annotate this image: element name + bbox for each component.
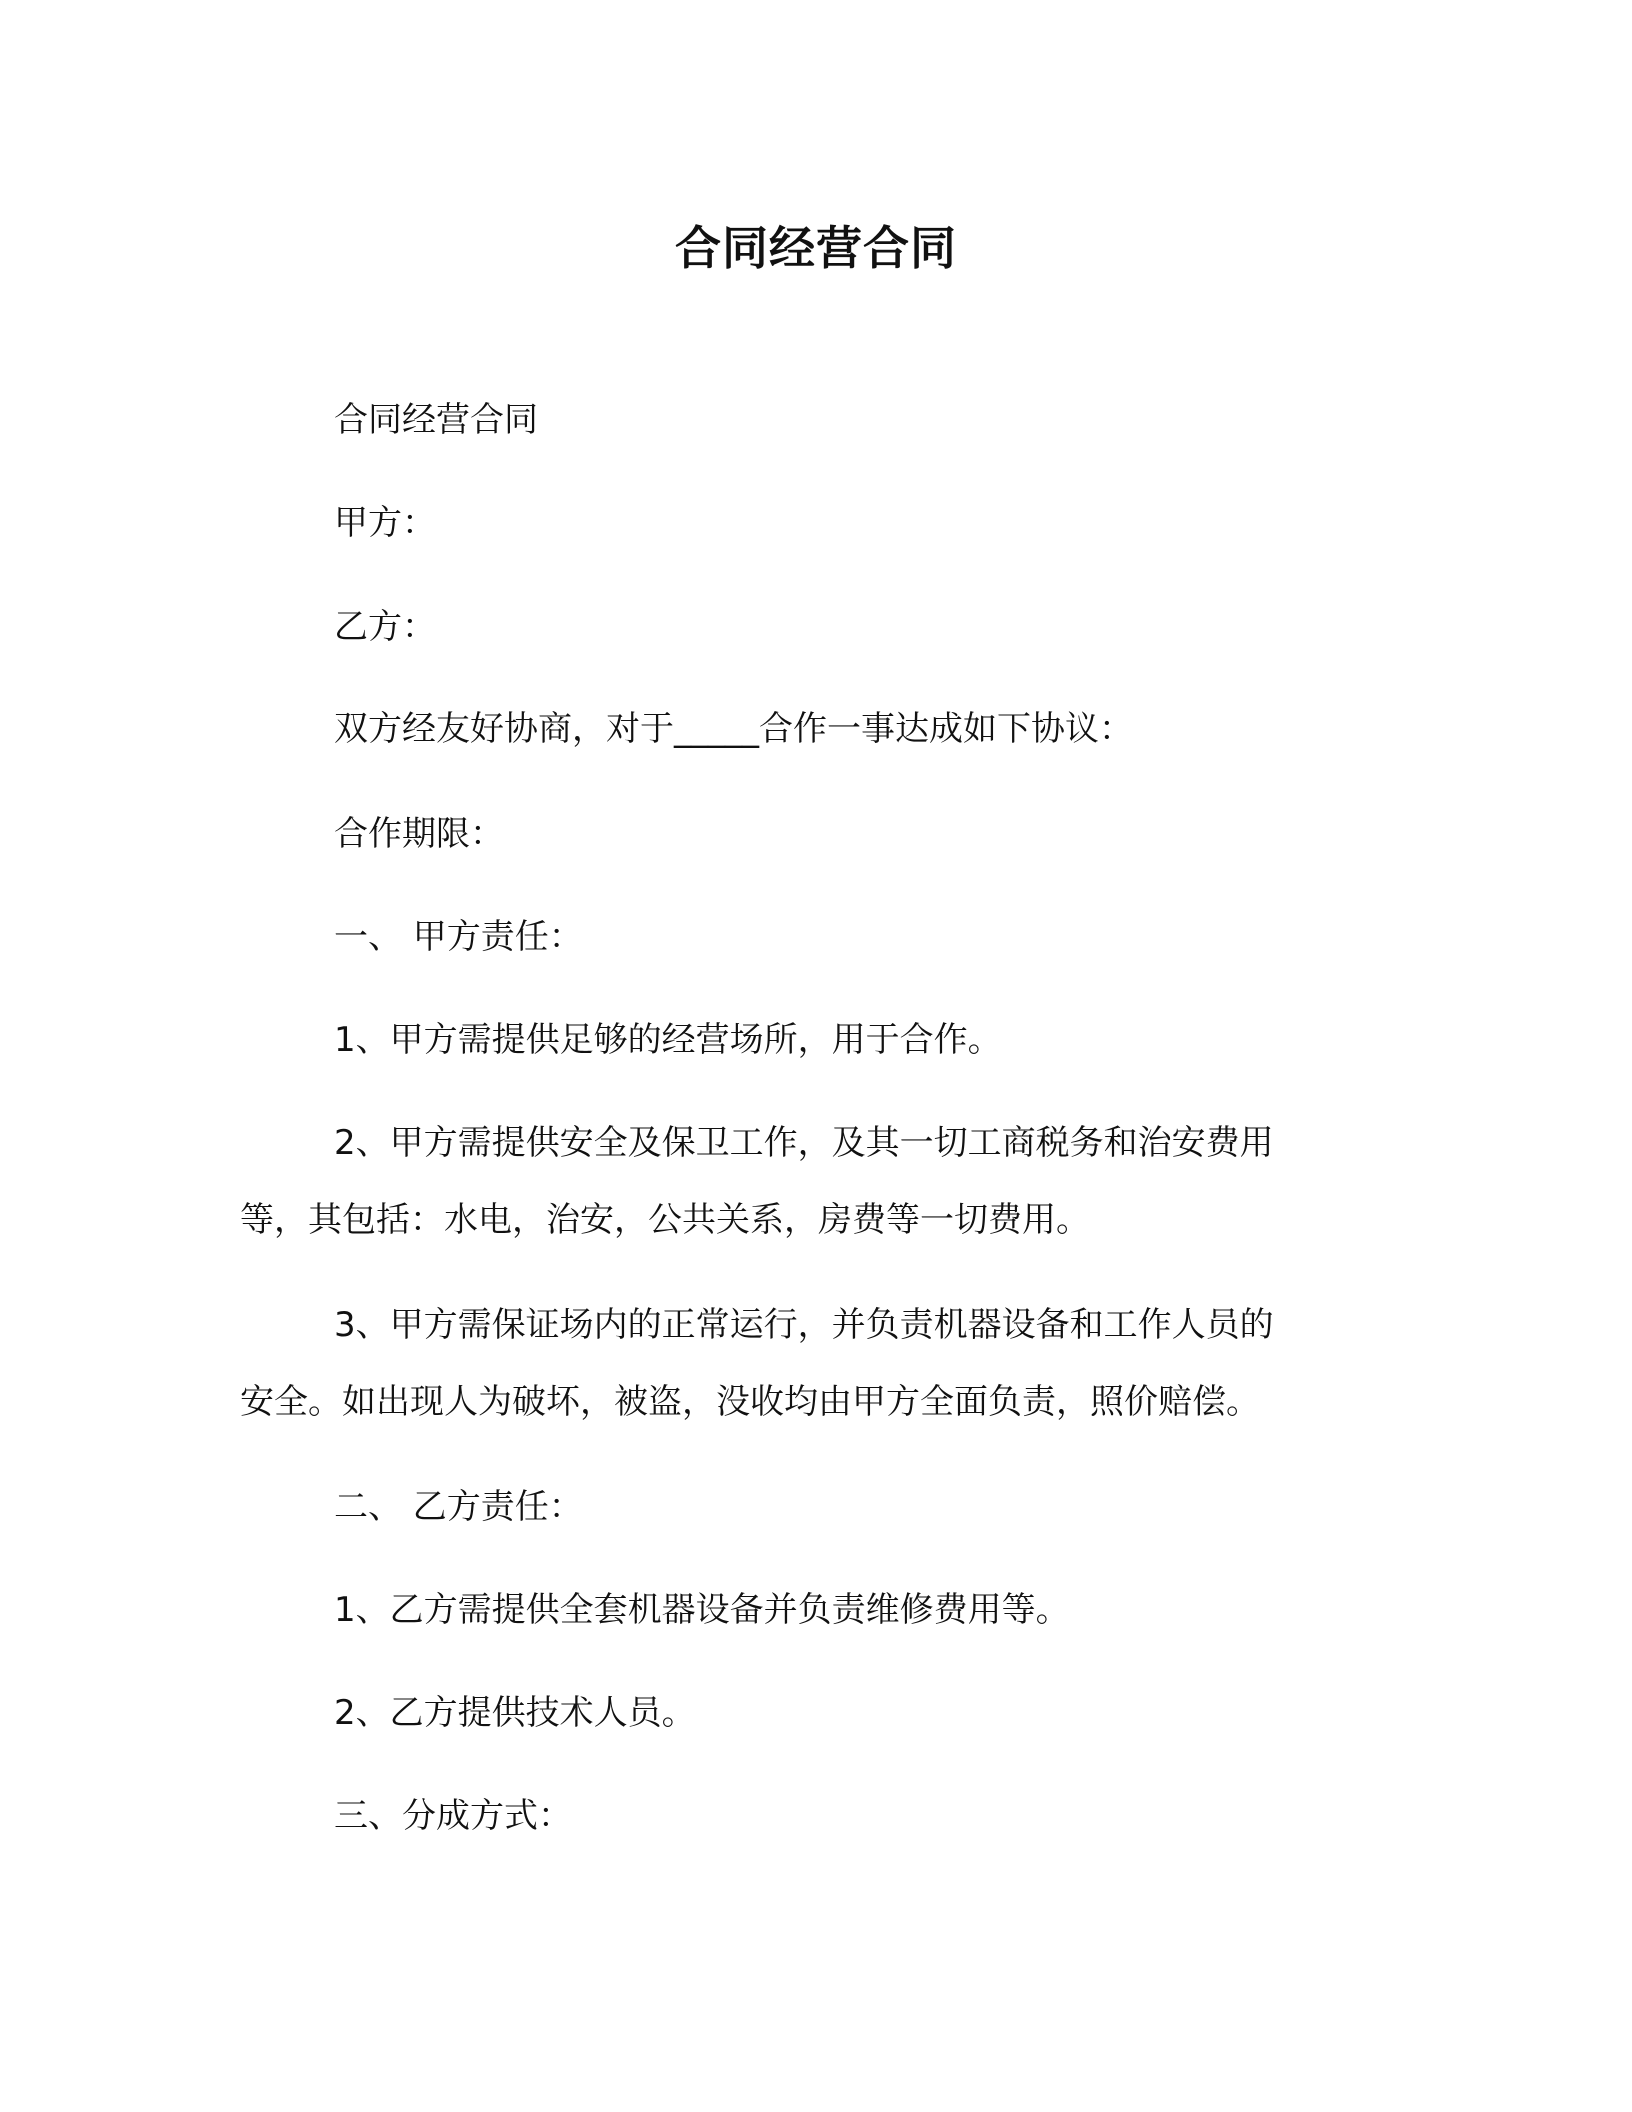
party-b-clause-2: 2、乙方提供技术人员。 — [334, 1693, 696, 1733]
party-a-clause-3-line-1: 3、甲方需保证场内的正常运行，并负责机器设备和工作人员的 — [334, 1305, 1274, 1345]
party-a-label: 甲方： — [334, 503, 436, 543]
party-a-clause-3-line-2: 安全。如出现人为破坏，被盗，没收均由甲方全面负责，照价赔偿。 — [240, 1382, 1260, 1422]
section-3-heading: 三、分成方式： — [334, 1796, 572, 1836]
term-paragraph: 合作期限： — [334, 814, 504, 854]
section-2-heading: 二、 乙方责任： — [334, 1487, 583, 1527]
section-1-heading: 一、 甲方责任： — [334, 917, 583, 957]
party-a-clause-1: 1、甲方需提供足够的经营场所，用于合作。 — [334, 1020, 1002, 1060]
party-b-clause-1: 1、乙方需提供全套机器设备并负责维修费用等。 — [334, 1590, 1070, 1630]
party-a-clause-2-line-1: 2、甲方需提供安全及保卫工作，及其一切工商税务和治安费用 — [334, 1123, 1274, 1163]
party-b-label: 乙方： — [334, 607, 436, 647]
subtitle-paragraph: 合同经营合同 — [334, 400, 538, 440]
party-a-clause-2-line-2: 等，其包括：水电，治安，公共关系，房费等一切费用。 — [240, 1200, 1090, 1240]
intro-paragraph: 双方经友好协商，对于_____合作一事达成如下协议： — [334, 709, 1133, 749]
document-title: 合同经营合同 — [675, 221, 957, 275]
